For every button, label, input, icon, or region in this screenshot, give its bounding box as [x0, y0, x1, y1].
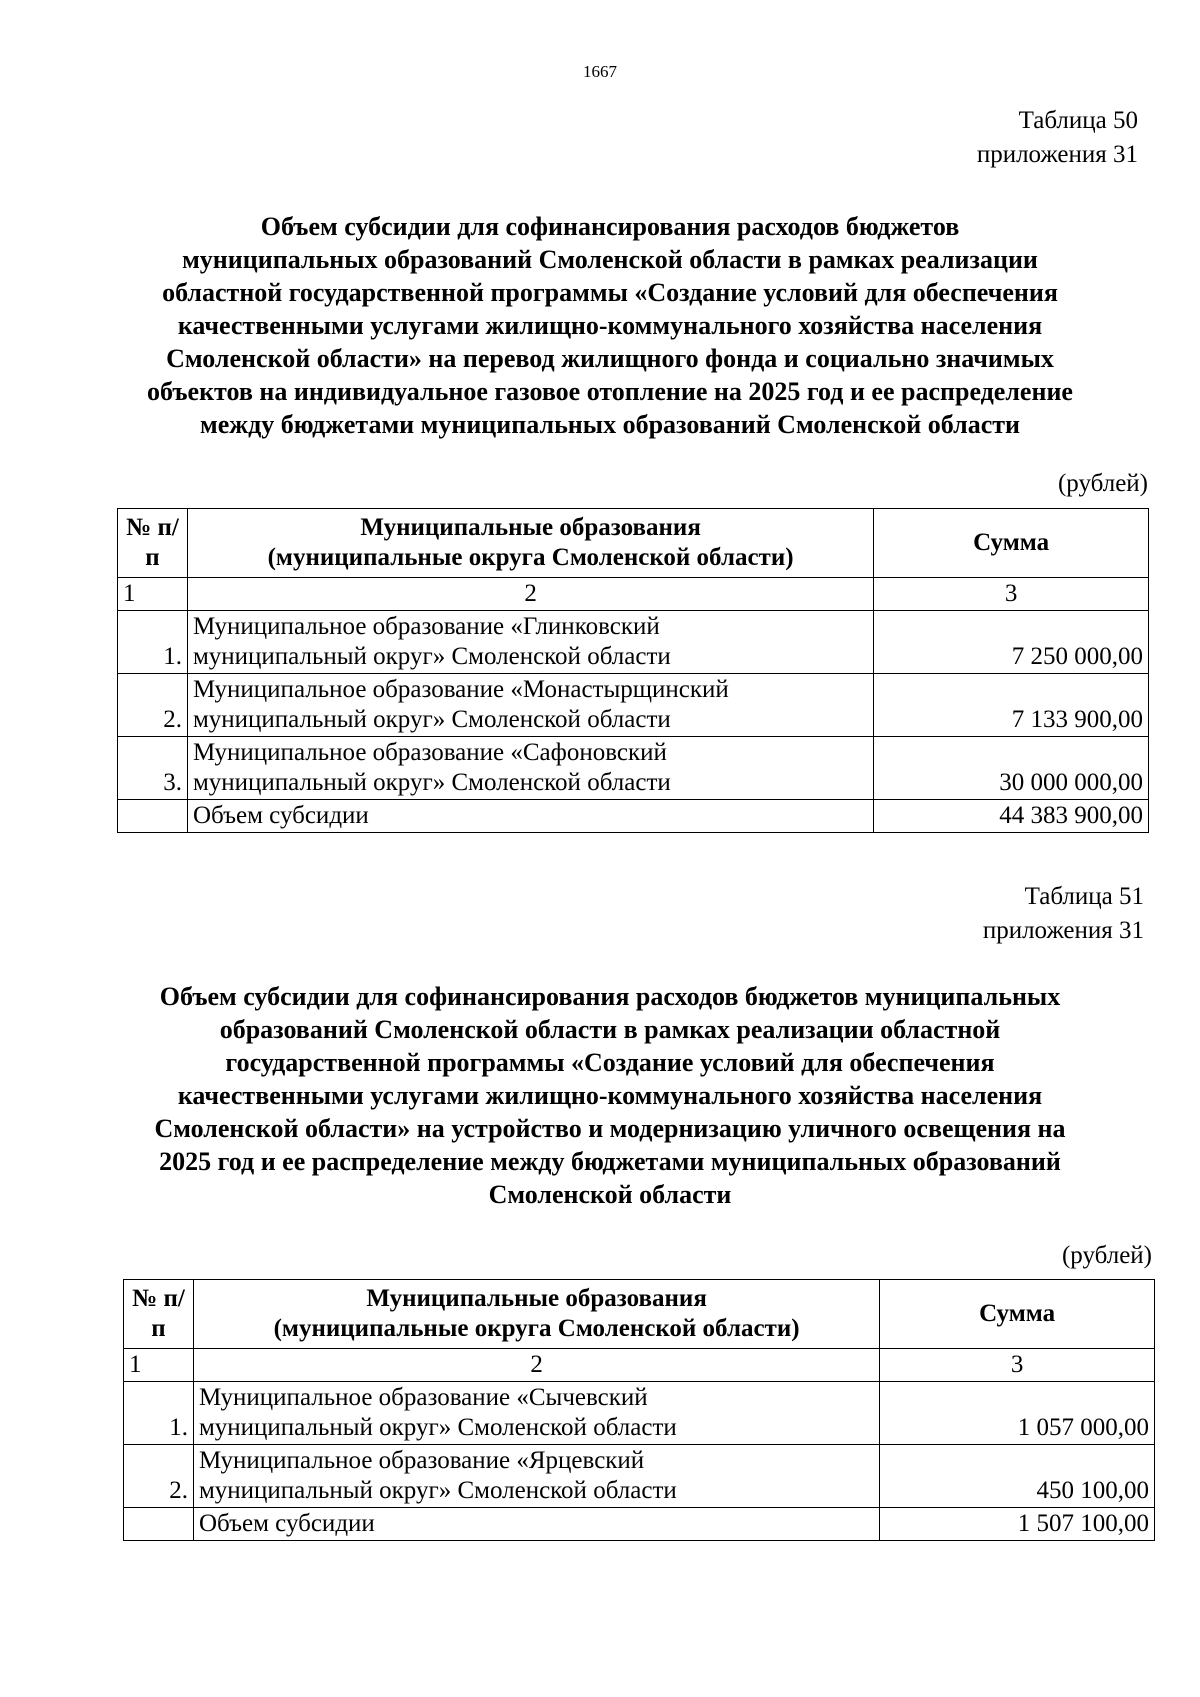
header-num: № п/п	[118, 509, 188, 578]
table-51-reference	[983, 880, 1144, 948]
title-line: муниципальных образований Смоленской области в рамках реализации	[182, 245, 1038, 274]
title-line: областной государственной программы «Создание условий для обеспечения	[162, 278, 1058, 307]
header-name-line1: Муниципальные образования	[360, 514, 701, 541]
index-cell: 3	[880, 1349, 1155, 1382]
row-name-line1: Муниципальное образование «Сычевский	[198, 1384, 648, 1411]
index-cell: 2	[187, 578, 873, 611]
row-name	[187, 737, 873, 800]
title-line: образований Смоленской области в рамках реализации областной	[219, 1015, 1001, 1044]
table-index-row	[118, 578, 1149, 611]
row-name	[187, 674, 873, 737]
table-50-title	[110, 210, 1110, 441]
row-num: 1.	[124, 1382, 194, 1445]
total-sum: 1 507 100,00	[880, 1508, 1155, 1541]
row-sum: 450 100,00	[880, 1445, 1155, 1508]
row-name-line1: Муниципальное образование «Глинковский	[192, 613, 660, 640]
title-line: Смоленской области» на устройство и модернизацию уличного освещения на	[154, 1114, 1066, 1143]
total-label: Объем субсидии	[187, 800, 873, 833]
table-50-ref-line1: Таблица 50	[1018, 107, 1138, 134]
table-50	[117, 508, 1149, 833]
row-num: 3.	[118, 737, 188, 800]
row-name	[193, 1445, 879, 1508]
title-line: объектов на индивидуальное газовое отопление на 2025 год и ее распределение	[147, 377, 1073, 406]
table-row	[124, 1382, 1155, 1445]
index-cell: 2	[193, 1349, 879, 1382]
table-row	[124, 1445, 1155, 1508]
row-sum: 1 057 000,00	[880, 1382, 1155, 1445]
row-name	[187, 611, 873, 674]
header-name-line1: Муниципальные образования	[366, 1285, 707, 1312]
row-num: 1.	[118, 611, 188, 674]
row-name-line1: Муниципальное образование «Ярцевский	[198, 1447, 645, 1474]
header-sum: Сумма	[880, 1280, 1155, 1349]
table-51-ref-line2: приложения 31	[982, 917, 1144, 944]
row-name-line2: муниципальный округ» Смоленской области	[192, 706, 671, 733]
header-name	[187, 509, 873, 578]
row-sum: 7 133 900,00	[874, 674, 1149, 737]
total-label: Объем субсидии	[193, 1508, 879, 1541]
title-line: Смоленской области» на перевод жилищного фонда и социально значимых	[166, 344, 1054, 373]
table-header-row	[118, 509, 1149, 578]
table-51-units: (рублей)	[1061, 1242, 1152, 1269]
table-51-ref-line1: Таблица 51	[1024, 883, 1144, 910]
header-sum: Сумма	[874, 509, 1149, 578]
title-line: между бюджетами муниципальных образований Смоленской области	[200, 410, 1020, 439]
title-line: государственной программы «Создание условий для обеспечения	[225, 1048, 995, 1077]
title-line: 2025 год и ее распределение между бюджетами муниципальных образований	[159, 1147, 1061, 1176]
row-name-line1: Муниципальное образование «Сафоновский	[192, 739, 667, 766]
table-51-title	[100, 980, 1120, 1211]
table-row	[118, 674, 1149, 737]
title-line: Смоленской области	[488, 1180, 732, 1209]
row-num: 2.	[124, 1445, 194, 1508]
table-header-row	[124, 1280, 1155, 1349]
row-name-line2: муниципальный округ» Смоленской области	[192, 643, 671, 670]
row-sum: 7 250 000,00	[874, 611, 1149, 674]
index-cell: 1	[124, 1349, 194, 1382]
table-total-row	[118, 800, 1149, 833]
table-total-row	[124, 1508, 1155, 1541]
total-sum: 44 383 900,00	[874, 800, 1149, 833]
table-row	[118, 737, 1149, 800]
header-name-line2: (муниципальные округа Смоленской области)	[273, 1315, 800, 1342]
table-row	[118, 611, 1149, 674]
row-name-line2: муниципальный округ» Смоленской области	[198, 1477, 677, 1504]
row-num: 2.	[118, 674, 188, 737]
index-cell: 1	[118, 578, 188, 611]
header-name-line2: (муниципальные округа Смоленской области)	[267, 544, 794, 571]
row-sum: 30 000 000,00	[874, 737, 1149, 800]
total-num-empty	[124, 1508, 194, 1541]
title-line: качественными услугами жилищно-коммунального хозяйства населения	[177, 311, 1043, 340]
title-line: качественными услугами жилищно-коммунального хозяйства населения	[177, 1081, 1043, 1110]
table-index-row	[124, 1349, 1155, 1382]
title-line: Объем субсидии для софинансирования расходов бюджетов муниципальных	[159, 982, 1061, 1011]
table-50-ref-line2: приложения 31	[976, 141, 1138, 168]
index-cell: 3	[874, 578, 1149, 611]
row-name-line1: Муниципальное образование «Монастырщинский	[192, 676, 729, 703]
row-name	[193, 1382, 879, 1445]
header-num: № п/п	[124, 1280, 194, 1349]
row-name-line2: муниципальный округ» Смоленской области	[198, 1414, 677, 1441]
page-number: 1667	[583, 62, 617, 81]
table-51	[123, 1279, 1155, 1541]
table-50-reference	[977, 104, 1138, 172]
header-name	[193, 1280, 879, 1349]
table-50-units: (рублей)	[1057, 470, 1148, 497]
total-num-empty	[118, 800, 188, 833]
title-line: Объем субсидии для софинансирования расходов бюджетов	[260, 212, 960, 241]
row-name-line2: муниципальный округ» Смоленской области	[192, 769, 671, 796]
